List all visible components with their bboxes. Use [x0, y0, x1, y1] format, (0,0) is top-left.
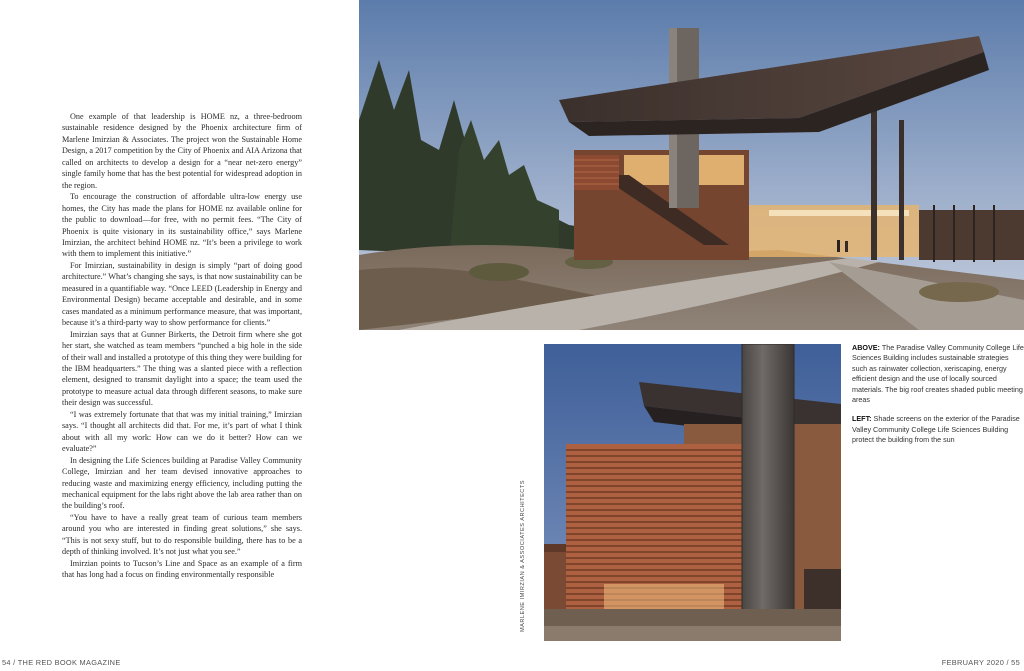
paragraph: Imirzian says that at Gunner Birkerts, the Detroit firm where she got her start, she watched as team members “punched a big hole in the side of their wall and installed a prototype of this thing they were building for the IBM headquarters.” The thing was a slanted piece with a reflection element, designed to transmit daylight into a space; the team used the prototype to measure actual data through different seasons, to make sure their design was successful. — [62, 329, 302, 408]
caption-above — [852, 343, 1024, 405]
paragraph: One example of that leadership is HOME nz, a three-bedroom sustainable residence designed by the Phoenix architecture firm of Marlene Imirzian & Associates. The project won the Sustainable Home Design, a 2017 competition by the City of Phoenix and AIA Arizona that called on architects to develop a design for a “near net-zero energy” single family home that has the best potential for widespread adoption in the region. — [62, 112, 302, 190]
caption-left-lead: LEFT: — [852, 414, 872, 424]
shade-screens-photo — [544, 344, 841, 641]
paragraph: To encourage the construction of affordable ultra-low energy use homes, the City has made the plans for HOME nz available online for the public to download—for free, with no permit fees. “The City of Phoenix is quite visionary in its sustainability office,” says Marlene Imirzian, the architect behind HOME nz. “It’s been a privilege to work with them to implement this initiative.” — [62, 192, 302, 259]
footer-right: FEBRUARY 2020 / 55 — [941, 658, 1020, 667]
photo-credit: MARLENE IMIRZIAN & ASSOCIATES ARCHITECTS — [520, 480, 526, 632]
caption-left — [852, 414, 1024, 445]
photo-captions — [852, 343, 1024, 455]
paragraph: For Imirzian, sustainability in design is simply “part of doing good architecture.” What’s changing she says, is that now sustainability can be measured in a quantifiable way. “Once LEED (Leadership in Energy and Environmental Design) became acceptable and desirable, and in some cases mandated as a minimum performance measure, that was important, because it’s a third-party way to show performance for clients.” — [62, 260, 302, 328]
caption-left-text: Shade screens on the exterior of the Paradise Valley Community College Life Sciences Building protect the building from the sun — [852, 414, 1020, 445]
caption-above-text: The Paradise Valley Community College Life Sciences Building includes sustainable strategies such as rainwater collection, xeriscaping, energy efficient design and the use of locally sourced materials. The big roof creates shaded public meeting areas — [852, 343, 1024, 405]
paragraph: “You have to have a really great team of curious team members around you who are interested in finding great solutions,” she says. “This is not sexy stuff, but to do responsible building, there has to be a depth of thinking involved. It’s not just what you see.” — [62, 512, 302, 557]
article-body — [62, 111, 302, 581]
paragraph: Imirzian points to Tucson’s Line and Space as an example of a firm that has long had a focus on finding environmentally responsible — [62, 558, 302, 580]
building-exterior-photo — [359, 0, 1024, 330]
caption-above-lead: ABOVE: — [852, 343, 880, 352]
paragraph: In designing the Life Sciences building at Paradise Valley Community College, Imirzian and her team devised innovative approaches to reducing waste and maximizing energy efficiency, including putting the mechanical equipment for the labs right above the lab area rather than on the building’s roof. — [62, 455, 302, 511]
paragraph: “I was extremely fortunate that that was my initial training,” Imirzian says. “I thought all architects did that. For me, it’s part of what I think about with all my work: How can we do it better? How can we evaluate?” — [62, 409, 302, 454]
footer-left: 54 / THE RED BOOK MAGAZINE — [2, 658, 121, 667]
